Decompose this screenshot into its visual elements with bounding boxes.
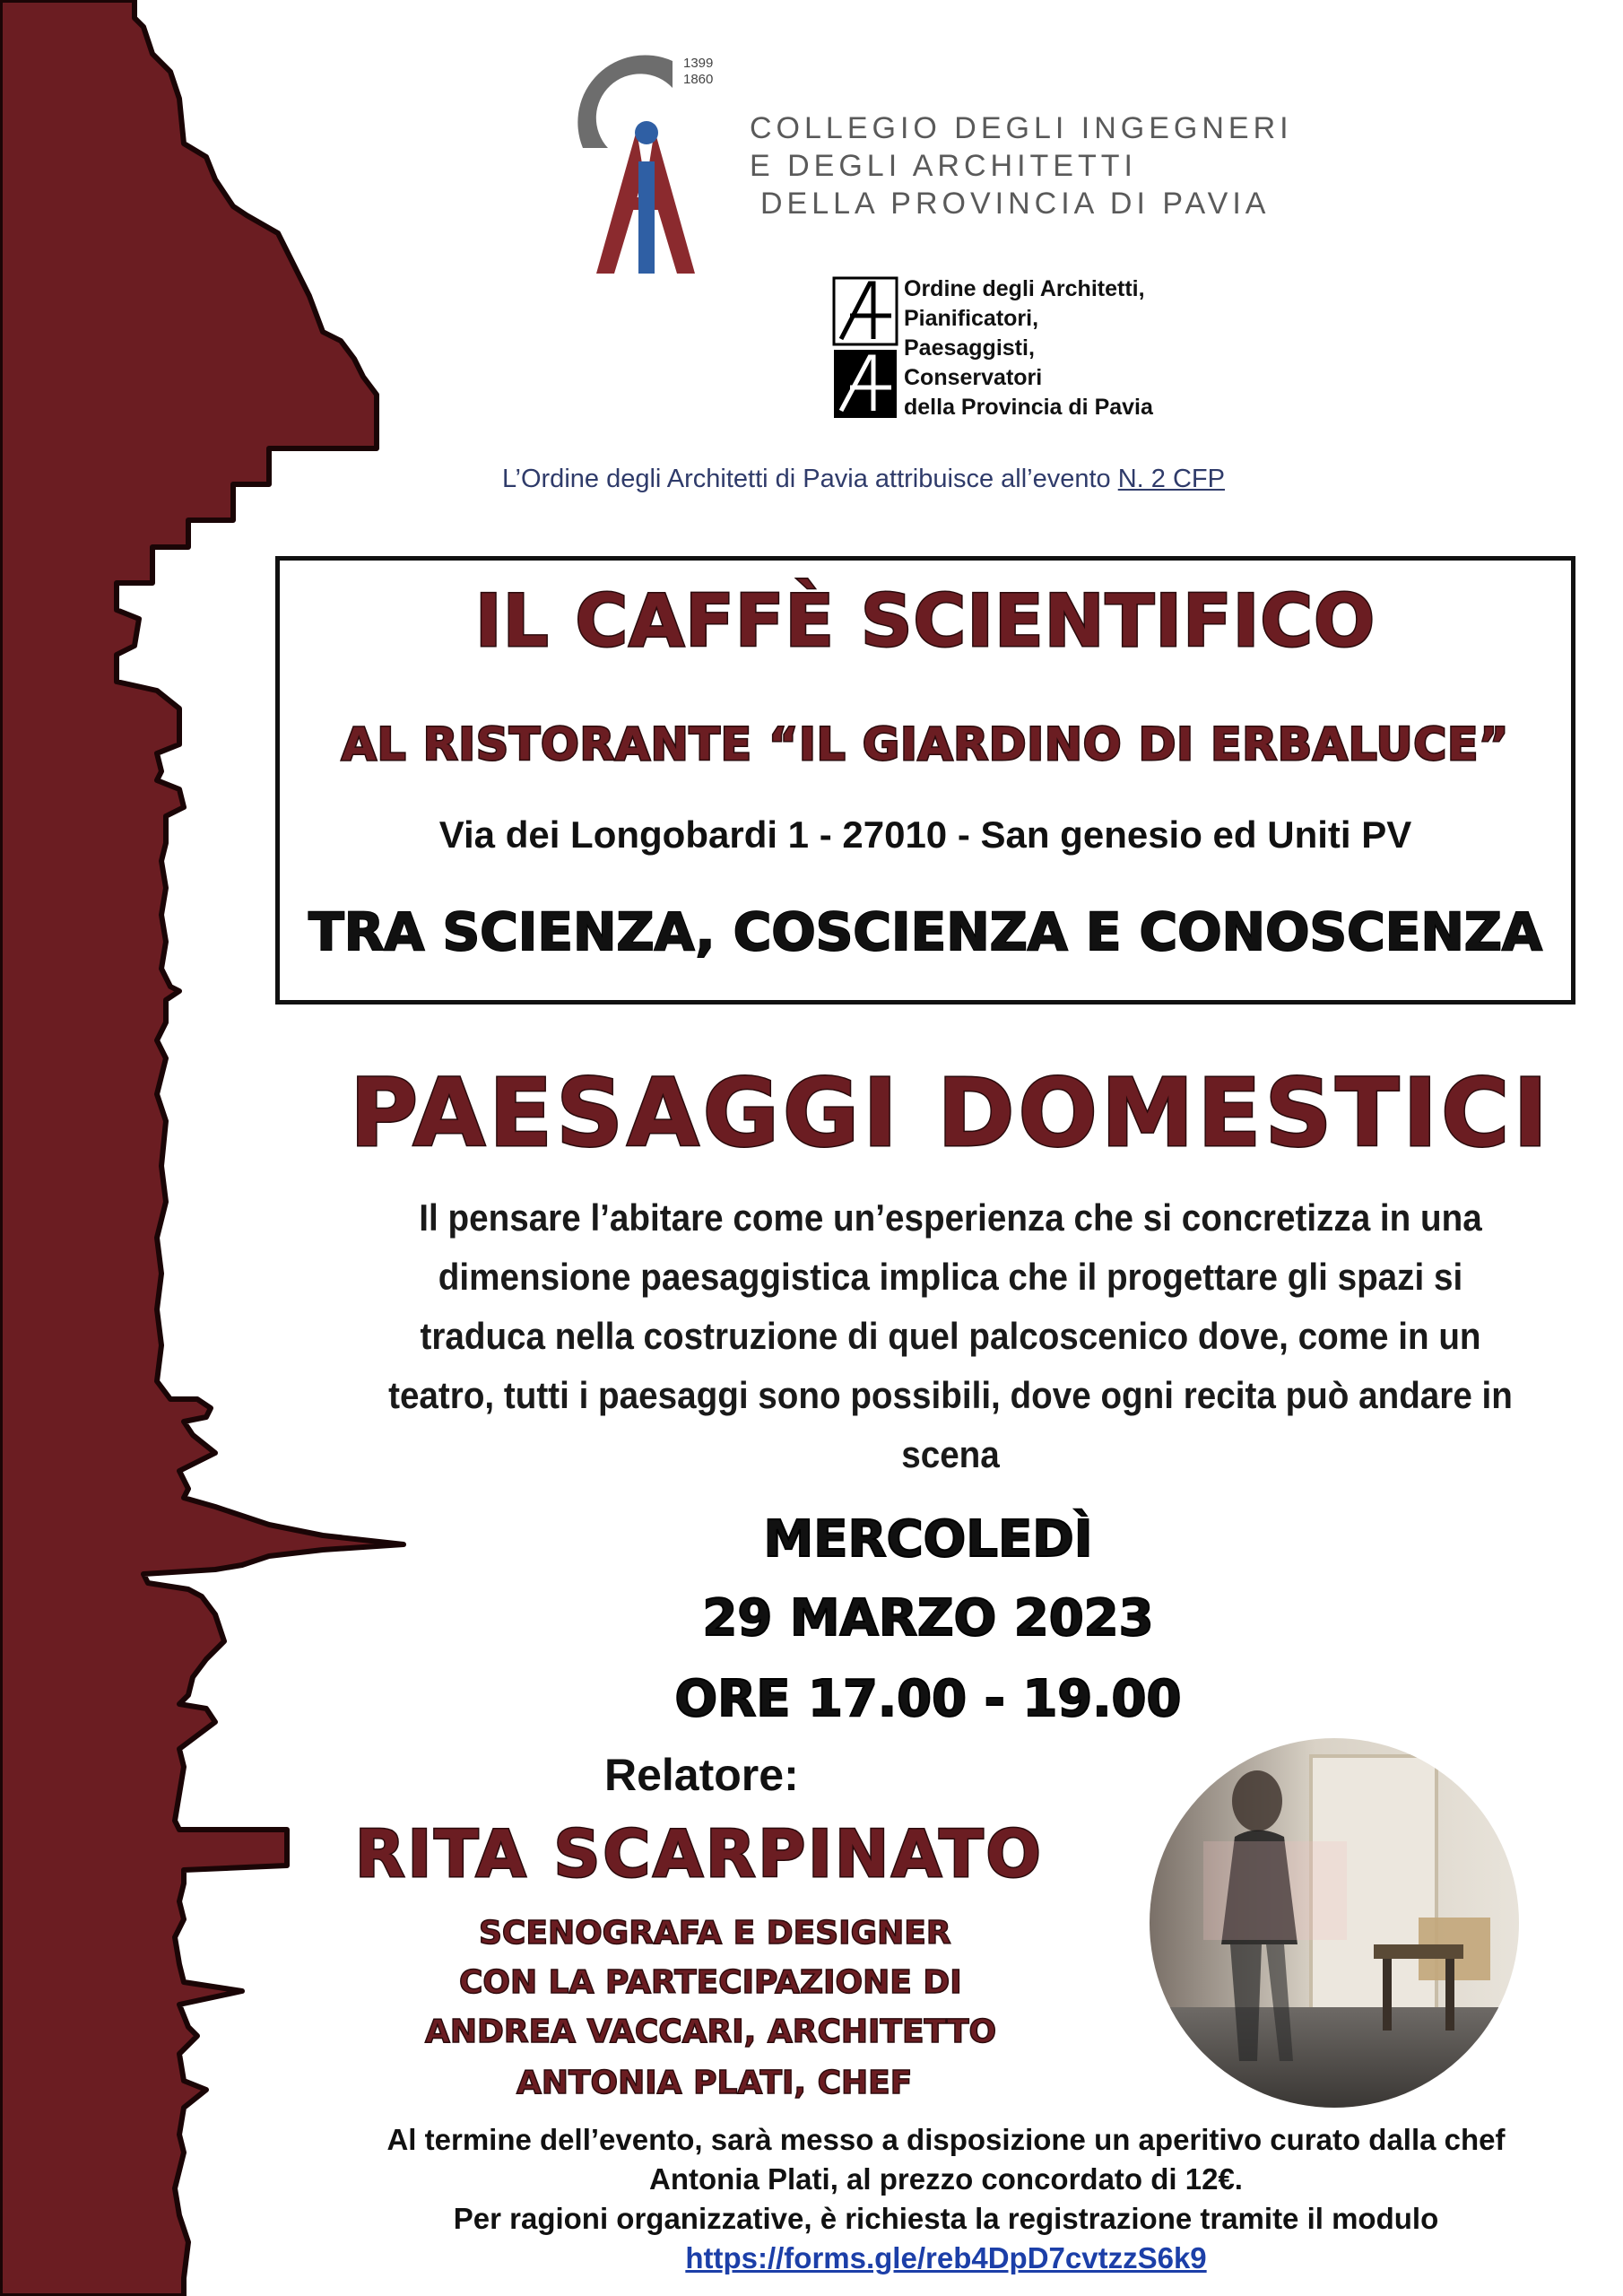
footer-line-aperitivo: Al termine dell’evento, sarà messo a disposizione un aperitivo curato dalla chef bbox=[386, 2123, 1506, 2156]
event-title: PAESAGGI DOMESTICI bbox=[349, 1058, 1552, 1168]
footer-info bbox=[323, 2120, 1569, 2278]
title-box bbox=[275, 556, 1575, 1004]
speaker-photo bbox=[1150, 1738, 1519, 2108]
cfp-value: N. 2 CFP bbox=[1117, 465, 1225, 493]
collegio-logo bbox=[565, 54, 726, 287]
venue-address: Via dei Longobardi 1 - 27010 - San genesio ed Uniti PV bbox=[438, 813, 1412, 856]
footer-line-registration: Per ragioni organizzative, è richiesta la registrazione tramite il modulo bbox=[453, 2202, 1439, 2235]
event-date: 29 MARZO 2023 bbox=[702, 1589, 1154, 1648]
event-day: MERCOLEDÌ bbox=[763, 1510, 1093, 1569]
venue-name: AL RISTORANTE “IL GIARDINO DI ERBALUCE” bbox=[341, 718, 1510, 770]
event-description: Il pensare l’abitare come un’esperienza che si concretizza in una dimensione paesaggistica implica che il progettare gli spazi si traduca nella costruzione di quel palcoscenico dove, come in un teatro, tutti i paesaggi sono possibili, dove ogni recita può andare in scena bbox=[388, 1196, 1513, 1475]
series-theme: TRA SCIENZA, COSCIENZA E CONOSCENZA bbox=[308, 901, 1542, 962]
participation-label: CON LA PARTECIPAZIONE DI bbox=[459, 1964, 962, 2001]
ordine-logo bbox=[832, 276, 898, 420]
footer-line-price: Antonia Plati, al prezzo concordato di 12€. bbox=[649, 2162, 1243, 2196]
event-series-title: IL CAFFÈ SCIENTIFICO bbox=[474, 579, 1376, 663]
participant-chef: ANTONIA PLATI, CHEF bbox=[516, 2065, 913, 2101]
speaker-name: RITA SCARPINATO bbox=[355, 1816, 1044, 1892]
speaker-label: Relatore: bbox=[604, 1750, 799, 1800]
collegio-name: COLLEGIO DEGLI INGEGNERI E DEGLI ARCHITETTI DELLA PROVINCIA DI PAVIA bbox=[750, 111, 1293, 221]
speaker-role: SCENOGRAFA E DESIGNER bbox=[479, 1915, 951, 1952]
participant-architect: ANDREA VACCARI, ARCHITETTO bbox=[425, 2013, 997, 2050]
logo-years: 1399 1860 bbox=[683, 56, 714, 87]
ordine-name: Ordine degli Architetti, Pianificatori, Paesaggisti, Conservatori della Provincia di Pavia bbox=[904, 276, 1153, 420]
registration-link[interactable]: https://forms.gle/reb4DpD7cvtzzS6k9 bbox=[685, 2241, 1207, 2274]
event-time: ORE 17.00 - 19.00 bbox=[674, 1670, 1182, 1728]
cfp-statement: L’Ordine degli Architetti di Pavia attribuisce all’evento N. 2 CFP bbox=[502, 465, 1225, 493]
